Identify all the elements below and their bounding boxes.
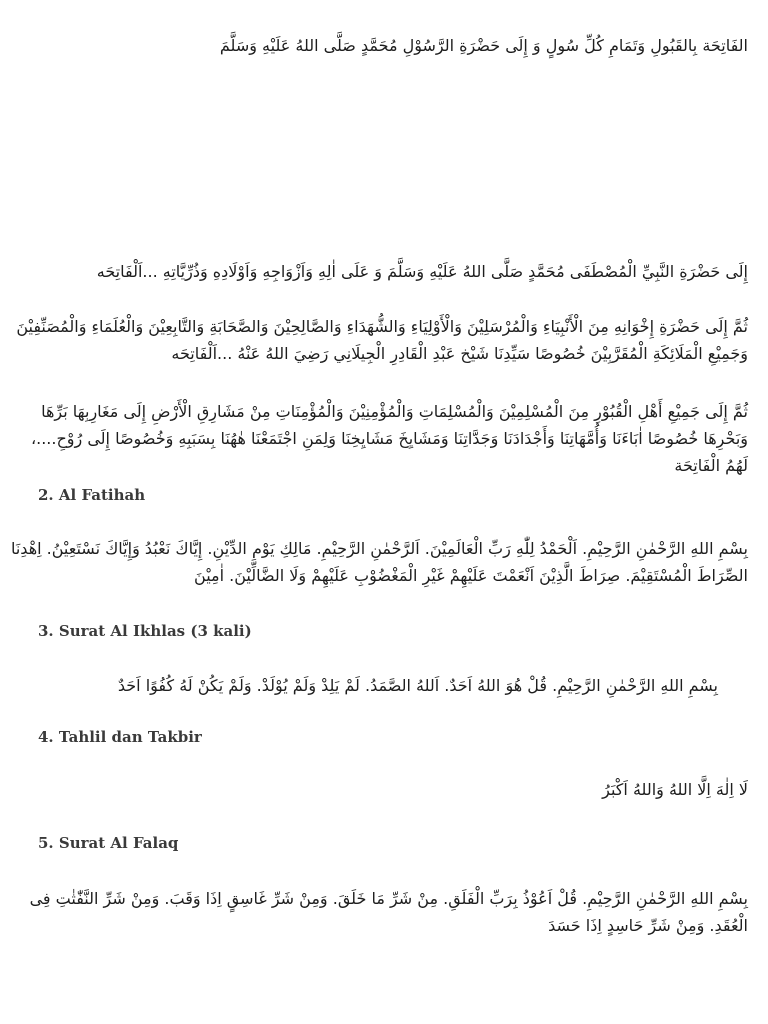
section-heading-tahlil-takbir: 4. Tahlil dan Takbir (38, 728, 202, 746)
section-heading-al-ikhlas: 3. Surat Al Ikhlas (3 kali) (38, 622, 252, 640)
opening-arabic-line: الفَاتِحَة بِالقَبُولِ وَتَمَامِ كُلِّ سُولٍ وَ إِلَى حَضْرَةِ الرَّسُوْلِ مُحَمَّدٍ صَلَّى اللهُ عَلَيْهِ وَسَلَّمَ (219, 36, 748, 55)
al-ikhlas-arabic-text: بِسْمِ اللهِ الرَّحْمٰنِ الرَّحِيْمِ. قُلْ هُوَ اللهُ اَحَدٌ. اَللهُ الصَّمَدُ. لَمْ يَلِدْ وَلَمْ يُوْلَدْ. وَلَمْ يَكُنْ لَهُ كُفُوًا اَحَدٌ (117, 676, 718, 695)
tawassul-paragraph-3: ثُمَّ إِلَى جَمِيْعِ أَهْلِ الْقُبُوْرِ مِنَ الْمُسْلِمِيْنَ وَالْمُسْلِمَاتِ وَالْمُؤْمِنِيْنَ وَالْمُؤْمِنَاتِ مِنْ مَشَارِقِ الْأَرْضِ إِلَى مَغَارِبِهَا بَرِّهَا وَبَحْرِهَا خُصُوصًا اٰبَاءَنَا وَأُمَّهَاتِنَا وَأَجْدَادَنَا وَجَدَّاتِنَا وَمَشَايِخَ مَشَايِخِنَا وَلِمَنِ اجْتَمَعْنَا هٰهُنَا بِسَبَبِهِ وَخُصُوصًا إِلَى رُوْحِ....، لَهُمُ الْفَاتِحَة (30, 402, 748, 475)
tawassul-paragraph-1: إِلَى حَضْرَةِ النَّبِيِّ الْمُصْطَفَى مُحَمَّدٍ صَلَّى اللهُ عَلَيْهِ وَسَلَّمَ وَ عَلَى اٰلِهِ وَاَزْوَاجِهِ وَاَوْلَادِهِ وَذُرِّيَّاتِهِ ...اَلْفَاتِحَه (96, 262, 748, 281)
tahlil-takbir-arabic-text: لَا اِلٰهَ اِلَّا اللهُ وَاللهُ اَكْبَرُ (602, 780, 748, 799)
al-falaq-arabic-text: بِسْمِ اللهِ الرَّحْمٰنِ الرَّحِيْمِ. قُلْ اَعُوْذُ بِرَبِّ الْفَلَقِ. مِنْ شَرِّ مَا خَلَقَ. وَمِنْ شَرِّ غَاسِقٍ اِذَا وَقَبَ. وَمِنْ شَرِّ النَّفّٰثٰتِ فِى الْعُقَدِ. وَمِنْ شَرِّ حَاسِدٍ اِذَا حَسَدَ (29, 889, 748, 935)
section-heading-al-falaq: 5. Surat Al Falaq (38, 834, 179, 852)
al-fatihah-arabic-text: بِسْمِ اللهِ الرَّحْمٰنِ الرَّحِيْمِ. اَلْحَمْدُ لِلّٰهِ رَبِّ الْعَالَمِيْنَ. اَلرَّحْمٰنِ الرَّحِيْمِ. مَالِكِ يَوْمِ الدِّيْنِ. إِيَّاكَ نَعْبُدُ وَإِيَّاكَ نَسْتَعِيْنُ. اِهْدِنَا الصِّرَاطَ الْمُسْتَقِيْمَ. صِرَاطَ الَّذِيْنَ اَنْعَمْتَ عَلَيْهِمْ غَيْرِ الْمَغْضُوْبِ عَلَيْهِمْ وَلَا الضَّالِّيْنَ. اٰمِيْنَ (10, 539, 748, 585)
tawassul-paragraph-2: ثُمَّ إِلَى حَضْرَةِ إِخْوَانِهِ مِنَ الْأَنْبِيَاءِ وَالْمُرْسَلِيْنَ وَالْأَوْلِيَاءِ وَالشُّهَدَاءِ وَالصَّالِحِيْنَ وَالصَّحَابَةِ وَالتَّابِعِيْنَ وَالْعُلَمَاءِ وَالْمُصَنِّفِيْنَ وَجَمِيْعِ الْمَلَائِكَةِ الْمُقَرَّبِيْنَ خُصُوصًا سَيِّدِنَا شَيْخ عَبْدِ الْقَادِرِ الْجِيلَانِي رَضِيَ اللهُ عَنْهُ ...اَلْفَاتِحَه (16, 317, 748, 363)
section-heading-al-fatihah: 2. Al Fatihah (38, 486, 146, 504)
